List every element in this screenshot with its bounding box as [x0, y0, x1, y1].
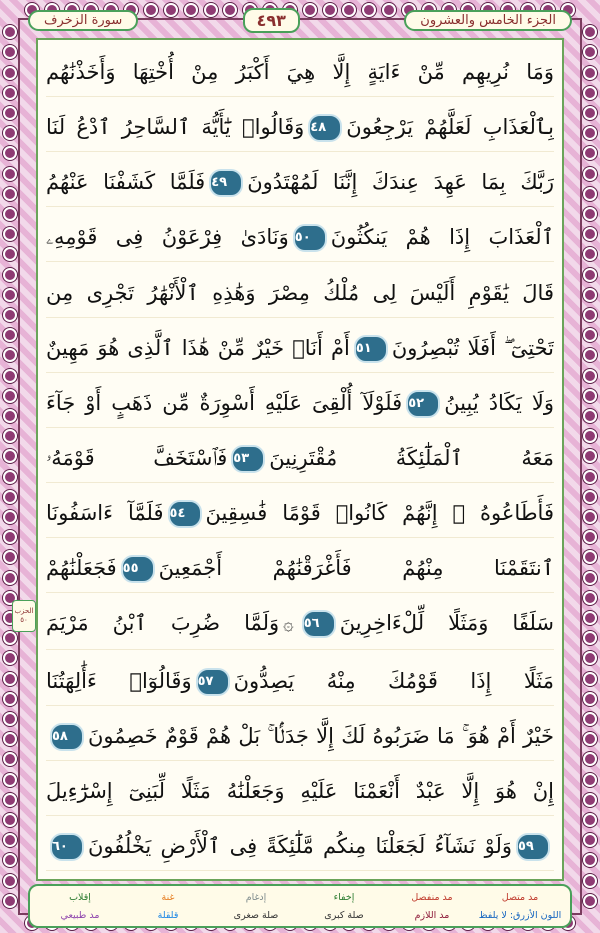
- text-line: [46, 434, 554, 483]
- ornament-medallion: [3, 207, 17, 221]
- ornament-medallion: [3, 752, 17, 766]
- ornament-medallion: [583, 530, 597, 544]
- ornament-medallion: [583, 712, 597, 726]
- right-ornament-strip: [582, 22, 598, 911]
- ornament-medallion: [583, 571, 597, 585]
- verse-text: بِٱلْعَذَابِ لَعَلَّهُمْ يَرْجِعُونَ: [346, 115, 554, 140]
- legend-item: صلة كبرى: [324, 909, 364, 921]
- ornament-medallion: [3, 308, 17, 322]
- ornament-medallion: [3, 813, 17, 827]
- ornament-medallion: [3, 25, 17, 39]
- verse-text: رَبَّكَ بِمَا عَهِدَ عِندَكَ إِنَّنَا لَمُهْتَدُونَ: [247, 170, 554, 195]
- legend-item: غنة: [161, 891, 175, 903]
- ornament-medallion: [3, 530, 17, 544]
- ornament-medallion: [583, 328, 597, 342]
- legend-item: قلقلة: [157, 909, 179, 921]
- ornament-medallion: [583, 813, 597, 827]
- legend-item: اللون الأزرق: لا يلفظ: [478, 909, 562, 921]
- text-line: [46, 657, 554, 706]
- ornament-medallion: [583, 227, 597, 241]
- hizb-quarter-icon: ۞: [283, 614, 294, 636]
- verse-text: ٱلْعَذَابَ إِذَا هُمْ يَنكُثُونَ: [330, 225, 554, 250]
- legend-item: إقلاب: [69, 891, 91, 903]
- ornament-medallion: [583, 268, 597, 282]
- hizb-marker: الحزب ٥٠: [12, 600, 36, 632]
- legend-item: مد طبيعي: [60, 909, 100, 921]
- ayah-number-marker: ٥٥: [121, 555, 155, 583]
- ornament-medallion: [583, 409, 597, 423]
- legend-item: صلة صغرى: [233, 909, 279, 921]
- text-line: [46, 767, 554, 816]
- verse-text: وَنَادَىٰ فِرْعَوْنُ فِى قَوْمِهِۦ: [46, 225, 289, 250]
- ornament-medallion: [3, 571, 17, 585]
- verse-text: فَلَمَّآ ءَاسَفُونَا: [46, 501, 164, 526]
- ornament-medallion: [583, 449, 597, 463]
- ornament-medallion: [3, 126, 17, 140]
- text-line: [46, 158, 554, 207]
- ornament-medallion: [583, 207, 597, 221]
- ayah-number-marker: ٥٦: [302, 610, 336, 638]
- ornament-medallion: [3, 672, 17, 686]
- ayah-number-marker: ٤٩: [209, 169, 243, 197]
- juz-label: الجزء الخامس والعشرون: [404, 10, 572, 31]
- ornament-medallion: [3, 449, 17, 463]
- legend-item: إدغام: [245, 891, 267, 903]
- verse-text: وَلَا يَكَادُ يُبِينُ: [444, 390, 554, 415]
- surah-label: سورة الزخرف: [28, 10, 138, 31]
- text-line: [46, 599, 554, 650]
- ornament-medallion: [583, 672, 597, 686]
- quran-text-panel: [36, 38, 564, 881]
- text-line: [46, 489, 554, 538]
- legend-item: مد منفصل: [411, 891, 453, 903]
- verse-text: وَلَمَّا ضُرِبَ ٱبْنُ مَرْيَمَ: [46, 611, 280, 636]
- ornament-medallion: [583, 25, 597, 39]
- ornament-medallion: [583, 106, 597, 120]
- verse-text: فَٱسْتَخَفَّ قَوْمَهُۥ: [46, 445, 228, 470]
- verse-text: فَأَطَاعُوهُ ۚ إِنَّهُمْ كَانُوا۟ قَوْمًا فَٰسِقِينَ: [205, 501, 554, 526]
- ornament-medallion: [3, 470, 17, 484]
- ornament-medallion: [583, 793, 597, 807]
- verse-text: فَلَمَّا كَشَفْنَا عَنْهُمُ: [46, 170, 206, 195]
- ornament-medallion: [3, 833, 17, 847]
- text-line: [46, 324, 554, 373]
- ornament-medallion: [583, 833, 597, 847]
- ornament-medallion: [583, 550, 597, 564]
- ornament-medallion: [583, 369, 597, 383]
- left-ornament-strip: [2, 22, 18, 911]
- ornament-medallion: [3, 429, 17, 443]
- ornament-medallion: [3, 692, 17, 706]
- verse-text: خَيْرٌ أَمْ هُوَ ۚ مَا ضَرَبُوهُ لَكَ إِلَّا جَدَلًۢا ۚ بَلْ هُمْ قَوْمٌ خَصِمُونَ: [88, 723, 554, 748]
- ornament-medallion: [3, 106, 17, 120]
- ornament-medallion: [3, 167, 17, 181]
- ornament-medallion: [3, 732, 17, 746]
- ornament-medallion: [583, 348, 597, 362]
- ornament-medallion: [3, 874, 17, 888]
- ornament-medallion: [3, 409, 17, 423]
- ornament-medallion: [3, 86, 17, 100]
- ayah-number-marker: ٥٩: [516, 833, 550, 861]
- ayah-number-marker: ٥٣: [231, 445, 265, 473]
- ornament-medallion: [3, 187, 17, 201]
- legend-item: مد اللازم: [414, 909, 450, 921]
- ayah-number-marker: ٥٢: [406, 390, 440, 418]
- ornament-medallion: [3, 146, 17, 160]
- ornament-medallion: [583, 874, 597, 888]
- tajweed-legend: [28, 884, 572, 928]
- legend-item: إخفاء: [333, 891, 355, 903]
- verse-text: أَمْ أَنَا۠ خَيْرٌ مِّنْ هَٰذَا ٱلَّذِى هُوَ مَهِينٌ: [46, 335, 350, 360]
- verse-text: وَقَالُوا۟ يَٰٓأَيُّهَ ٱلسَّاحِرُ ٱدْعُ لَنَا: [46, 115, 305, 140]
- ornament-medallion: [3, 853, 17, 867]
- ornament-medallion: [3, 894, 17, 908]
- ayah-number-marker: ٥١: [354, 335, 388, 363]
- ornament-medallion: [583, 591, 597, 605]
- verse-text: وَقَالُوٓا۟ ءَأَٰلِهَتُنَا: [46, 668, 192, 693]
- verse-text: إِنْ هُوَ إِلَّا عَبْدٌ أَنْعَمْنَا عَلَيْهِ وَجَعَلْنَٰهُ مَثَلًا لِّبَنِىٓ إِسْرَٰٓءِيلَ: [46, 778, 554, 803]
- ornament-medallion: [583, 86, 597, 100]
- ornament-medallion: [583, 429, 597, 443]
- ornament-medallion: [583, 773, 597, 787]
- verse-text: سَلَفًا وَمَثَلًا لِّلْءَاخِرِينَ: [339, 611, 554, 636]
- ornament-medallion: [3, 793, 17, 807]
- ornament-medallion: [583, 288, 597, 302]
- ornament-medallion: [3, 389, 17, 403]
- page-number: ٤٩٣: [243, 8, 300, 33]
- ornament-medallion: [3, 369, 17, 383]
- text-line: [46, 544, 554, 593]
- ornament-medallion: [3, 227, 17, 241]
- ornament-medallion: [583, 510, 597, 524]
- ornament-medallion: [583, 45, 597, 59]
- ornament-medallion: [583, 631, 597, 645]
- ornament-medallion: [583, 611, 597, 625]
- ornament-medallion: [3, 328, 17, 342]
- ornament-medallion: [583, 732, 597, 746]
- ornament-medallion: [583, 187, 597, 201]
- text-line: [46, 822, 554, 871]
- ornament-medallion: [3, 268, 17, 282]
- ornament-medallion: [3, 651, 17, 665]
- verse-text: مَثَلًا إِذَا قَوْمُكَ مِنْهُ يَصِدُّونَ: [233, 668, 554, 693]
- page-header: [28, 6, 572, 34]
- legend-item: مد متصل: [501, 891, 539, 903]
- ornament-medallion: [583, 66, 597, 80]
- ornament-medallion: [3, 66, 17, 80]
- ayah-number-marker: ٥٨: [50, 723, 84, 751]
- ornament-medallion: [3, 247, 17, 261]
- ayah-number-marker: ٦٠: [50, 833, 84, 861]
- ornament-medallion: [3, 348, 17, 362]
- verse-text: فَلَوْلَآ أُلْقِىَ عَلَيْهِ أَسْوِرَةٌ مِّن ذَهَبٍ أَوْ جَآءَ: [46, 390, 403, 415]
- ornament-medallion: [3, 45, 17, 59]
- ornament-medallion: [583, 389, 597, 403]
- ornament-medallion: [3, 490, 17, 504]
- ornament-medallion: [583, 247, 597, 261]
- text-line: [46, 48, 554, 97]
- text-line: [46, 213, 554, 262]
- verse-text: قَالَ يَٰقَوْمِ أَلَيْسَ لِى مُلْكُ مِصْرَ وَهَٰذِهِ ٱلْأَنْهَٰرُ تَجْرِى مِن: [46, 280, 554, 305]
- verse-text: مَعَهُ ٱلْمَلَٰٓئِكَةُ مُقْتَرِنِينَ: [269, 445, 554, 470]
- ayah-number-marker: ٥٠: [293, 224, 327, 252]
- ornament-medallion: [3, 510, 17, 524]
- ornament-medallion: [583, 308, 597, 322]
- ayah-number-marker: ٥٧: [196, 668, 230, 696]
- ornament-medallion: [583, 470, 597, 484]
- ornament-medallion: [583, 651, 597, 665]
- text-line: [46, 712, 554, 761]
- text-lines: [46, 48, 554, 871]
- text-line: [46, 103, 554, 152]
- ornament-medallion: [583, 167, 597, 181]
- ornament-medallion: [3, 712, 17, 726]
- ornament-medallion: [583, 146, 597, 160]
- ornament-medallion: [3, 773, 17, 787]
- ornament-medallion: [3, 631, 17, 645]
- text-line: [46, 379, 554, 428]
- verse-text: ٱنتَقَمْنَا مِنْهُمْ فَأَغْرَقْنَٰهُمْ أَجْمَعِينَ: [158, 556, 554, 581]
- ornament-medallion: [583, 692, 597, 706]
- verse-text: تَحْتِىٓ ۖ أَفَلَا تُبْصِرُونَ: [391, 335, 554, 360]
- verse-text: فَجَعَلْنَٰهُمْ: [46, 556, 117, 581]
- ornament-medallion: [583, 752, 597, 766]
- ornament-medallion: [583, 126, 597, 140]
- ornament-medallion: [583, 490, 597, 504]
- ayah-number-marker: ٥٤: [168, 500, 202, 528]
- ornament-medallion: [3, 550, 17, 564]
- ornament-medallion: [3, 288, 17, 302]
- ornament-medallion: [583, 853, 597, 867]
- text-line: [46, 269, 554, 318]
- ayah-number-marker: ٤٨: [308, 114, 342, 142]
- ornament-medallion: [583, 894, 597, 908]
- verse-text: وَلَوْ نَشَآءُ لَجَعَلْنَا مِنكُم مَّلَٰٓئِكَةً فِى ٱلْأَرْضِ يَخْلُفُونَ: [88, 833, 512, 858]
- verse-text: وَمَا نُرِيهِم مِّنْ ءَايَةٍ إِلَّا هِيَ أَكْبَرُ مِنْ أُخْتِهَا وَأَخَذْنَٰهُم: [46, 60, 554, 84]
